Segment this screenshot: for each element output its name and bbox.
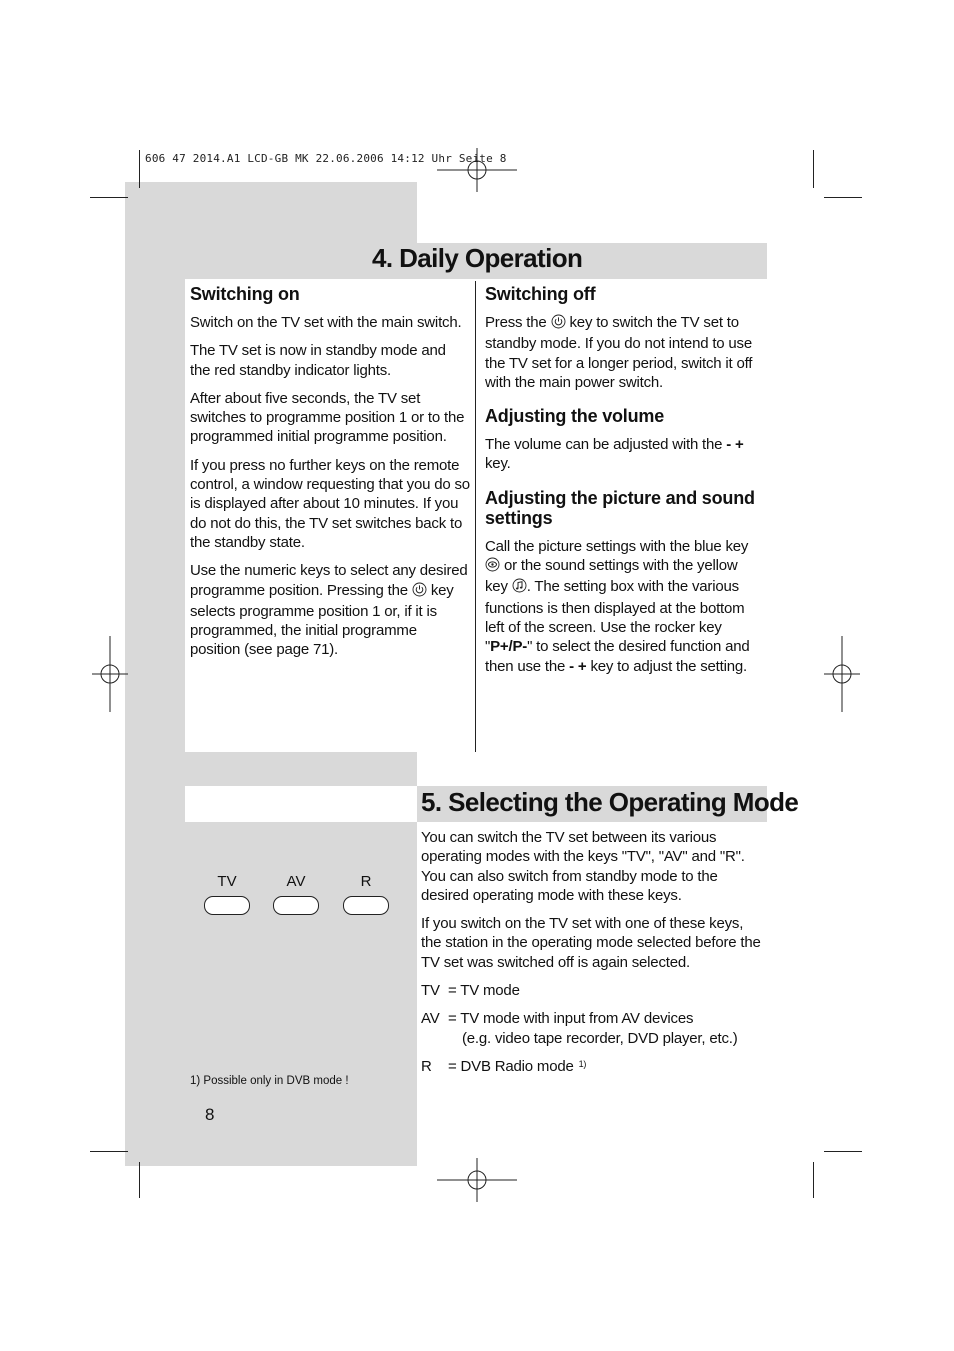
switching-on-p2: The TV set is now in standby mode and the red standby indicator lights. <box>190 342 446 379</box>
switching-on-p5 <box>190 561 470 659</box>
mode-desc: = TV mode with input from AV devices <box>448 1010 694 1028</box>
tv-key-button <box>204 896 250 915</box>
crop-mark-tr-h <box>824 197 862 198</box>
switching-on-p1: Switch on the TV set with the main switch. <box>190 314 462 331</box>
section5-body <box>421 828 763 1076</box>
mode-key: R <box>421 1057 432 1075</box>
print-header: 606 47 2014.A1 LCD-GB MK 22.06.2006 14:12 Uhr Seite 8 <box>145 152 507 165</box>
mode-key: AV <box>421 1010 440 1028</box>
mode-row-r <box>421 1057 763 1076</box>
volume-key: - + <box>726 436 744 454</box>
av-key-button <box>273 896 319 915</box>
key-label-tv: TV <box>217 873 237 890</box>
picture-sound-p1c: . The setting box with the various functions is then displayed at the bottom left of the screen. Use the rocker key " <box>485 578 745 656</box>
footnote: 1) Possible only in DVB mode ! <box>190 1075 349 1087</box>
volume-heading: Adjusting the volume <box>485 406 665 427</box>
crop-mark-tl-v <box>139 150 140 188</box>
switching-on-heading: Switching on <box>190 284 300 304</box>
crop-mark-br-h <box>824 1151 862 1152</box>
r-key-button <box>343 896 389 915</box>
registration-mark-bottom <box>437 1158 517 1202</box>
white-mode-title-gap <box>185 786 417 822</box>
volume-p1 <box>485 435 763 474</box>
picture-sound-p1d: " to select the desired function and then use the <box>485 638 750 675</box>
picture-sound-p1b: or the sound settings with the yellow key <box>485 557 738 596</box>
picture-sound-p1 <box>485 537 763 676</box>
switching-on-p4: If you press no further keys on the remote control, a window requesting that you do so is displayed after about 10 minutes. If you do not do this, the TV set switches back to the standby state. <box>190 456 470 551</box>
crop-mark-tr-v <box>813 150 814 188</box>
mode-desc: = TV mode <box>448 982 520 1000</box>
switching-on-section <box>190 284 470 669</box>
right-column <box>485 284 763 685</box>
section4-title: 4. Daily Operation <box>372 243 583 273</box>
switching-on-p5a: Use the numeric keys to select any desired programme position. Pressing the <box>190 562 468 599</box>
mode-row-av <box>421 1009 763 1048</box>
power-icon <box>551 314 566 334</box>
key-label-r: R <box>360 873 372 890</box>
picture-sound-p1e: key to adjust the setting. <box>590 657 748 675</box>
crop-mark-br-v <box>813 1162 814 1198</box>
column-divider <box>475 281 476 752</box>
section5-p1: You can switch the TV set between its various operating modes with the keys "TV", "AV" and "R". You can also switch from standby mode to the desired operating mode with these keys. <box>421 829 745 904</box>
volume-p1a: The volume can be adjusted with the <box>485 436 723 454</box>
adjust-key: - + <box>569 657 587 675</box>
footnote-mark: 1) <box>578 1058 587 1069</box>
switching-on-p5b: key selects programme position 1 or, if it is programmed, the initial programme position (see page 71). <box>190 581 454 659</box>
crop-mark-bl-v <box>139 1162 140 1198</box>
picture-sound-p1a: Call the picture settings with the blue key <box>485 537 749 555</box>
crop-mark-bl-h <box>90 1151 128 1152</box>
rocker-key-label: P+/P- <box>490 638 528 656</box>
section5-title: 5. Selecting the Operating Mode <box>421 787 799 817</box>
volume-p1b: key. <box>485 455 511 473</box>
switching-off-p1b: key to switch the TV set to standby mode. If you do not intend to use the TV set for a longer period, switch it off with the main power switch. <box>485 314 753 391</box>
mode-row-tv <box>421 981 763 1000</box>
switching-off-heading: Switching off <box>485 284 596 304</box>
crop-mark-tl-h <box>90 197 128 198</box>
page-number: 8 <box>205 1105 215 1124</box>
sound-icon <box>512 578 527 598</box>
registration-mark-right <box>824 636 860 712</box>
power-icon <box>412 582 427 602</box>
switching-off-p1a: Press the <box>485 314 547 331</box>
registration-mark-left <box>92 636 128 712</box>
registration-mark-top <box>437 148 517 192</box>
mode-extra: (e.g. video tape recorder, DVD player, etc.) <box>462 1029 738 1047</box>
mode-key: TV <box>421 982 440 1000</box>
key-label-av: AV <box>286 873 306 890</box>
switching-off-p1 <box>485 313 763 392</box>
switching-on-p3: After about five seconds, the TV set switches to programme position 1 or to the programmed initial programme position. <box>190 389 465 446</box>
section5-p2: If you switch on the TV set with one of these keys, the station in the operating mode selected before the TV set was switched off is again selected. <box>421 915 761 971</box>
mode-desc: = DVB Radio mode <box>448 1057 574 1075</box>
picture-icon <box>485 557 500 577</box>
picture-sound-heading: Adjusting the picture and sound settings <box>485 487 755 528</box>
